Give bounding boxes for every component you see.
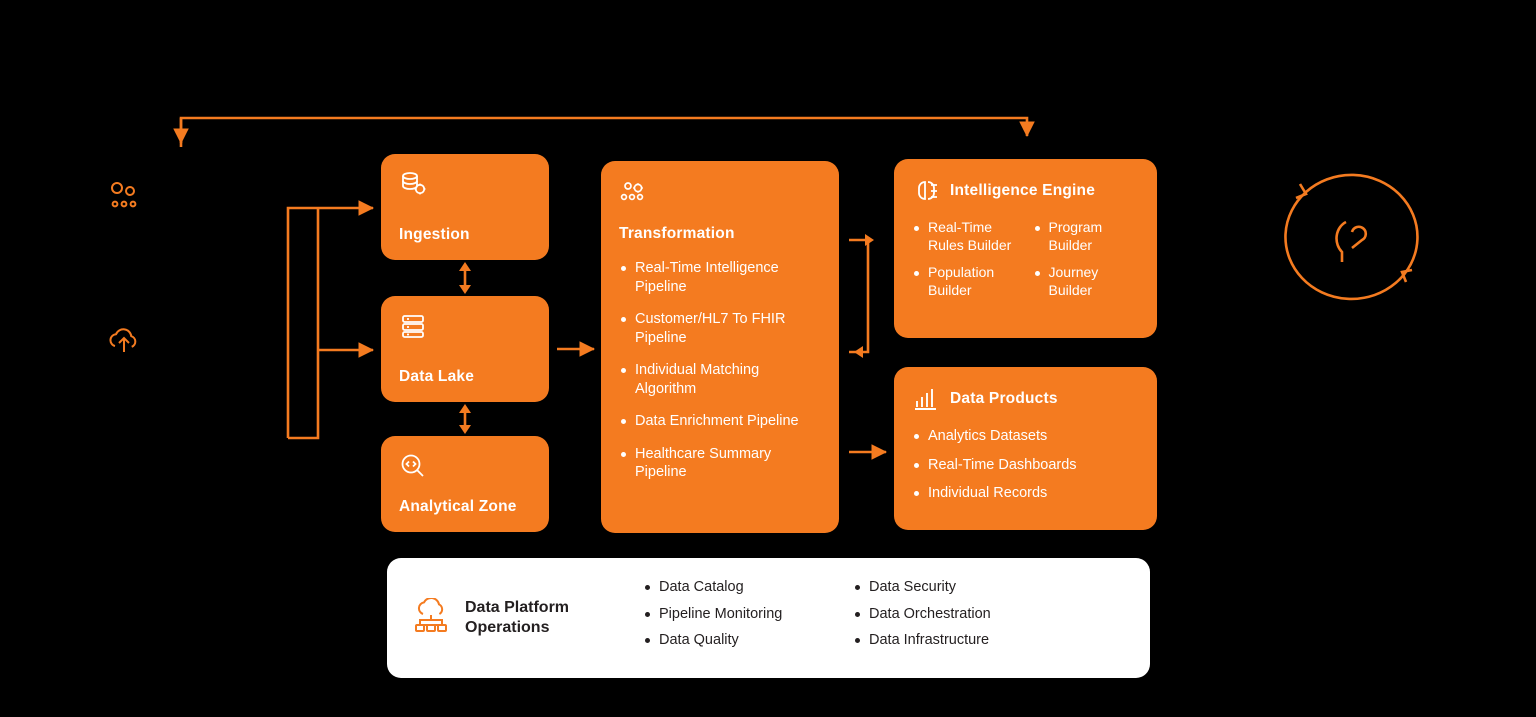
bar-chart-icon: [912, 385, 940, 413]
transformation-item-list: [619, 259, 821, 482]
stage-ingestion-title: Ingestion: [399, 226, 470, 243]
list-item: Real-Time Intelligence Pipeline: [619, 259, 821, 296]
list-item: Analytics Datasets: [912, 427, 1139, 446]
operations-list-right: [853, 578, 1073, 658]
intelligence-engine-list-right: [1033, 219, 1140, 309]
network-gear-icon: [619, 181, 821, 211]
stage-transformation-title: Transformation: [619, 225, 735, 242]
intelligence-engine-items: [912, 219, 1139, 309]
data-products-list: [912, 427, 1139, 503]
data-platform-operations-panel[interactable]: [387, 558, 1150, 678]
list-item: Real-Time Rules Builder: [912, 219, 1019, 255]
intelligence-engine-list-left: [912, 219, 1019, 309]
list-item: Program Builder: [1033, 219, 1140, 255]
list-item: Customer/HL7 To FHIR Pipeline: [619, 310, 821, 347]
stage-data-lake-title: Data Lake: [399, 368, 475, 385]
intelligence-engine-header: [912, 177, 1139, 205]
brain-chip-icon: [912, 177, 940, 205]
list-item: Pipeline Monitoring: [643, 605, 843, 624]
list-item: Data Security: [853, 578, 1073, 597]
stage-data-products-title: Data Products: [950, 390, 1058, 407]
database-gear-icon: [399, 170, 531, 200]
list-item: Data Quality: [643, 631, 843, 650]
operations-list-left: [643, 578, 843, 658]
stage-data-lake[interactable]: [381, 296, 549, 402]
data-products-header: [912, 385, 1139, 413]
list-item: Data Enrichment Pipeline: [619, 412, 821, 431]
data-platform-operations-title: Data Platform Operations: [465, 599, 570, 636]
list-item: Data Catalog: [643, 578, 843, 597]
stage-transformation[interactable]: [601, 161, 839, 533]
cogs-icon: [106, 178, 142, 219]
stage-intelligence-engine[interactable]: [894, 159, 1157, 338]
stage-data-products[interactable]: [894, 367, 1157, 530]
list-item: Healthcare Summary Pipeline: [619, 445, 821, 482]
stage-intelligence-engine-title: Intelligence Engine: [950, 182, 1096, 199]
list-item: Data Infrastructure: [853, 631, 1073, 650]
stage-analytical-zone[interactable]: [381, 436, 549, 532]
cloud-upload-icon: [106, 326, 142, 363]
code-search-icon: [399, 452, 531, 480]
stage-ingestion[interactable]: [381, 154, 549, 260]
list-item: Individual Records: [912, 484, 1139, 503]
stage-analytical-zone-title: Analytical Zone: [399, 498, 517, 515]
list-item: Data Orchestration: [853, 605, 1073, 624]
list-item: Journey Builder: [1033, 264, 1140, 300]
list-item: Real-Time Dashboards: [912, 456, 1139, 475]
cloud-operations-icon: [411, 598, 451, 638]
brain-loop-icon: [1276, 170, 1431, 325]
list-item: Population Builder: [912, 264, 1019, 300]
list-item: Individual Matching Algorithm: [619, 361, 821, 398]
server-icon: [399, 312, 531, 340]
